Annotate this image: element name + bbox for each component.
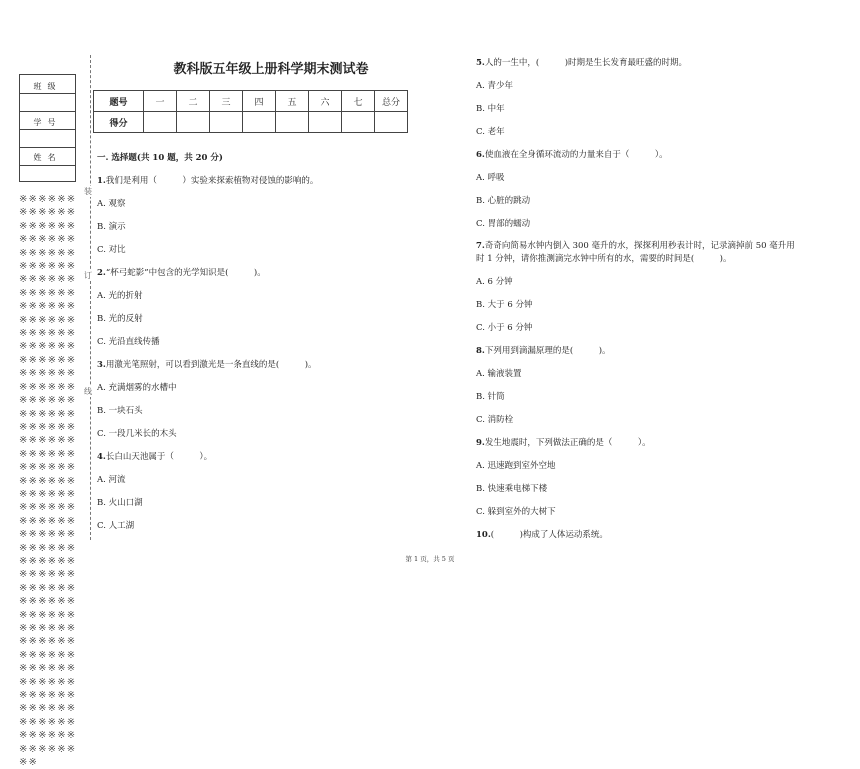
binding-line [90, 55, 91, 540]
name-field[interactable] [20, 165, 75, 166]
score-cell[interactable] [342, 112, 375, 133]
question-6-option-b[interactable]: B. 心脏的跳动 [476, 196, 531, 206]
question-2-option-c[interactable]: C. 光沿直线传播 [97, 337, 160, 347]
student-number-field[interactable] [20, 129, 75, 130]
question-1-option-a[interactable]: A. 观察 [97, 199, 126, 209]
class-field[interactable] [20, 93, 75, 94]
column-header: 三 [210, 91, 243, 112]
question-2-option-a[interactable]: A. 光的折射 [97, 291, 143, 301]
question-5-option-b[interactable]: B. 中年 [476, 104, 505, 114]
binding-char-zhuang: 装 [84, 187, 92, 196]
question-9-option-b[interactable]: B. 快速乘电梯下楼 [476, 484, 548, 494]
column-header: 一 [144, 91, 177, 112]
question-text: 用激光笔照射，可以看到激光是一条直线的是( )。 [105, 360, 317, 370]
question-6-option-a[interactable]: A. 呼吸 [476, 173, 505, 183]
question-text: 长白山天池属于（ ）。 [105, 452, 213, 462]
question-number: 6. [476, 150, 485, 160]
question-7-option-c[interactable]: C. 小于 6 分钟 [476, 323, 533, 333]
question-number: 10. [476, 530, 491, 540]
question-text: 人的一生中，( )时期是生长发育最旺盛的时期。 [484, 58, 688, 68]
question-8-option-a[interactable]: A. 输液装置 [476, 369, 522, 379]
question-3-option-c[interactable]: C. 一段几米长的木头 [97, 429, 177, 439]
question-text: 下列用到滴漏原理的是( )。 [484, 346, 611, 356]
column-header: 四 [243, 91, 276, 112]
class-field-divider [20, 111, 75, 112]
question-3 [97, 358, 317, 370]
score-label: 得分 [94, 112, 144, 133]
question-text-line-1: 奇奇向简易水钟内倒入 300 毫升的水，探探利用秒表计时，记录滴掉前 50 毫升用 [484, 241, 795, 251]
student-number-divider [20, 147, 75, 148]
exam-title: 教科版五年级上册科学期末测试卷 [173, 62, 369, 77]
question-number-header: 题号 [94, 91, 144, 112]
question-1 [97, 174, 318, 186]
question-10 [476, 528, 608, 540]
column-header: 总分 [375, 91, 408, 112]
score-table-score-row [94, 112, 408, 133]
question-8-option-c[interactable]: C. 消防栓 [476, 415, 514, 425]
score-table [93, 90, 408, 133]
question-2-option-b[interactable]: B. 光的反射 [97, 314, 143, 324]
score-cell[interactable] [309, 112, 342, 133]
question-text: 使血液在全身循环流动的力量来自于（ ）。 [484, 150, 668, 160]
question-number: 2. [97, 268, 106, 278]
question-7 [476, 239, 795, 251]
score-cell[interactable] [177, 112, 210, 133]
question-4-option-a[interactable]: A. 河流 [97, 475, 126, 485]
question-3-option-a[interactable]: A. 充满烟雾的水槽中 [97, 383, 177, 393]
binding-char-xian: 线 [84, 387, 92, 396]
section-heading: 一. 选择题(共 10 题，共 20 分) [97, 153, 223, 163]
score-table-header-row [94, 91, 408, 112]
column-header: 二 [177, 91, 210, 112]
question-1-option-b[interactable]: B. 演示 [97, 222, 126, 232]
column-header: 五 [276, 91, 309, 112]
question-number: 4. [97, 452, 106, 462]
question-3-option-b[interactable]: B. 一块石头 [97, 406, 143, 416]
question-9-option-a[interactable]: A. 迅速跑到室外空地 [476, 461, 556, 471]
question-4 [97, 450, 212, 462]
question-number: 8. [476, 346, 485, 356]
question-7-option-b[interactable]: B. 大于 6 分钟 [476, 300, 533, 310]
question-8-option-b[interactable]: B. 针筒 [476, 392, 505, 402]
question-9 [476, 436, 651, 448]
question-number: 5. [476, 58, 485, 68]
question-text: 发生地震时，下列做法正确的是（ ）。 [484, 438, 651, 448]
question-6-option-c[interactable]: C. 胃部的蠕动 [476, 219, 531, 229]
question-number: 1. [97, 176, 106, 186]
score-cell[interactable] [210, 112, 243, 133]
class-label: 班级 [33, 82, 62, 91]
question-5 [476, 56, 687, 68]
page-number: 第 1 页，共 5 页 [405, 555, 455, 563]
question-number: 9. [476, 438, 485, 448]
question-text: ( )构成了人体运动系统。 [490, 530, 608, 540]
question-2 [97, 266, 266, 278]
question-number: 3. [97, 360, 106, 370]
score-cell[interactable] [375, 112, 408, 133]
decorative-pattern: ※ ※ ※ ※ ※ ※ ※ ※ ※ ※ ※ ※ ※ ※ ※ ※ ※ ※ ※ ※ ※ ※ ※ ※ ※ ※ ※ ※ ※ ※ ※ ※ ※ ※ ※ ※ ※ ※ ※ ※ ※ ※ ※ ※ ※ ※ ※ ※ ※ ※ ※ ※ ※ ※ ※ ※ ※ ※ ※ ※ ※ ※ ※ ※ ※ ※ ※ ※ ※ ※ ※ ※ ※ ※ ※ ※ ※ ※ ※ ※ ※ ※ ※ ※ ※ ※ ※ ※ ※ ※ ※ ※ ※ ※ ※ ※ ※ ※ ※ ※ ※ ※ ※ ※ ※ ※ ※ ※ ※ ※ ※ ※ ※ ※ ※ ※ ※ ※ ※ ※ ※ ※ ※ ※ ※ ※ ※ ※ ※ ※ ※ ※ ※ ※ ※ ※ ※ ※ ※ ※ ※ ※ ※ ※ ※ ※ ※ ※ ※ ※ ※ ※ ※ ※ ※ ※ ※ ※ ※ ※ ※ ※ ※ ※ ※ ※ ※ ※ ※ ※ ※ ※ ※ ※ ※ ※ ※ ※ ※ ※ ※ ※ ※ ※ ※ ※ ※ ※ ※ ※ ※ ※ ※ ※ ※ ※ ※ ※ ※ ※ ※ ※ ※ ※ ※ ※ ※ ※ ※ ※ ※ ※ ※ ※ ※ ※ ※ ※ ※ ※ ※ ※ ※ ※ ※ ※ ※ ※ ※ ※ ※ ※ ※ ※ ※ ※ ※ ※ ※ ※ ※ ※ ※ ※ ※ ※ ※ ※ ※ ※ ※ ※ ※ ※ [19, 194, 75, 769]
question-4-option-b[interactable]: B. 火山口湖 [97, 498, 143, 508]
question-6 [476, 148, 668, 160]
score-cell[interactable] [243, 112, 276, 133]
question-7-option-a[interactable]: A. 6 分钟 [476, 277, 513, 287]
score-cell[interactable] [276, 112, 309, 133]
question-9-option-c[interactable]: C. 躲到室外的大树下 [476, 507, 556, 517]
binding-char-ding: 订 [84, 271, 92, 280]
question-5-option-a[interactable]: A. 青少年 [476, 81, 514, 91]
question-text: 我们是利用（ ）实验来探索植物对侵蚀的影响的。 [105, 176, 319, 186]
question-7-text-line-2: 时 1 分钟，请你推测滴完水钟中所有的水，需要的时间是( )。 [476, 254, 732, 264]
question-8 [476, 344, 611, 356]
column-header: 六 [309, 91, 342, 112]
question-text: “杯弓蛇影”中包含的光学知识是( )。 [105, 268, 266, 278]
name-label: 姓名 [33, 153, 62, 162]
student-info-box [19, 74, 76, 182]
question-4-option-c[interactable]: C. 人工湖 [97, 521, 135, 531]
question-1-option-c[interactable]: C. 对比 [97, 245, 126, 255]
column-header: 七 [342, 91, 375, 112]
question-number: 7. [476, 241, 485, 251]
score-cell[interactable] [144, 112, 177, 133]
student-number-label: 学号 [33, 118, 62, 127]
question-5-option-c[interactable]: C. 老年 [476, 127, 505, 137]
